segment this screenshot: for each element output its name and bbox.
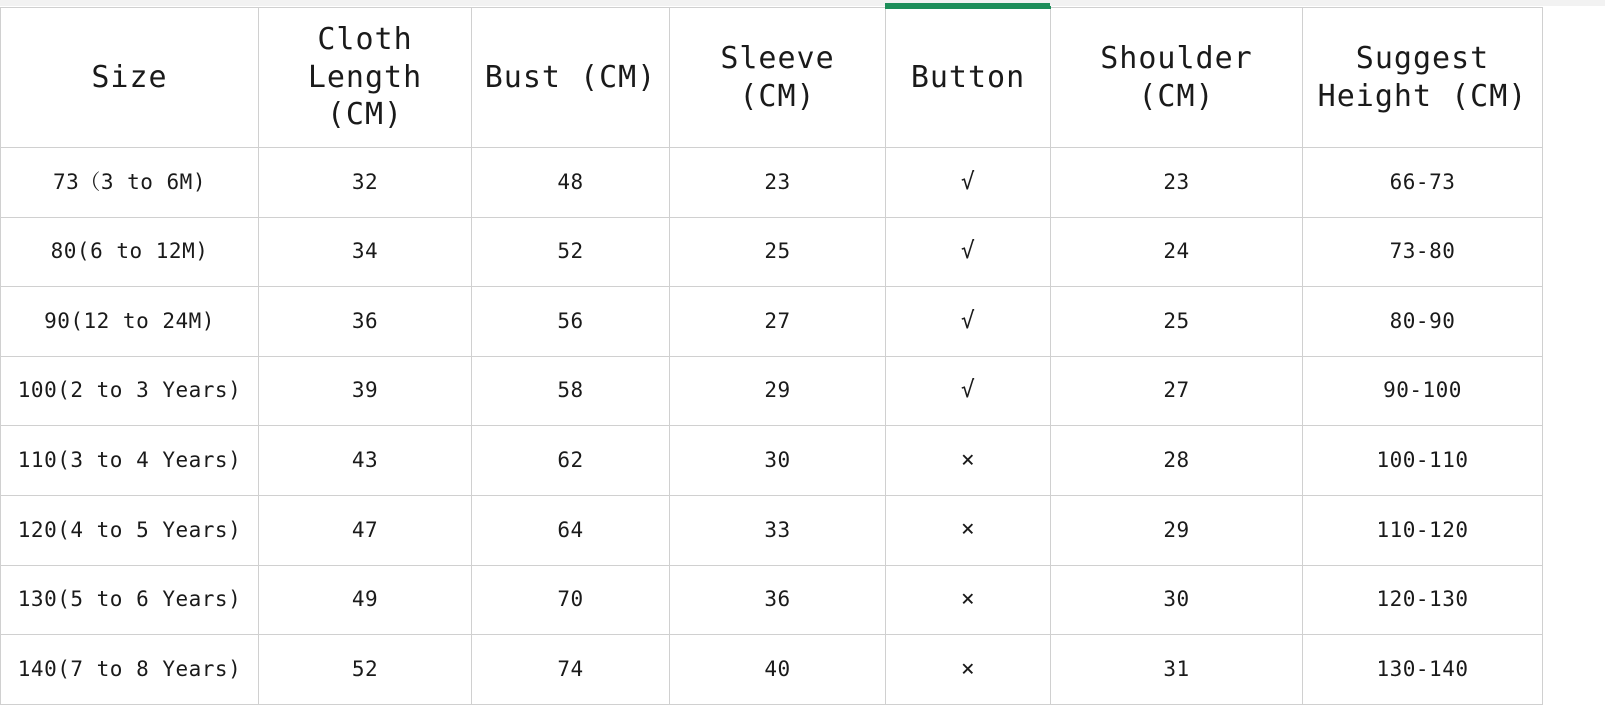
cell-cloth-length[interactable]: 34 xyxy=(259,217,472,287)
cell-size[interactable]: 80(6 to 12M) xyxy=(1,217,259,287)
cell-sleeve[interactable]: 25 xyxy=(670,217,886,287)
cell-button[interactable]: √ xyxy=(886,148,1051,218)
table-row xyxy=(1,635,1543,705)
cell-shoulder[interactable]: 31 xyxy=(1051,635,1303,705)
table-header-row xyxy=(1,8,1543,148)
cell-shoulder[interactable]: 28 xyxy=(1051,426,1303,496)
cell-shoulder[interactable]: 30 xyxy=(1051,565,1303,635)
size-chart-table xyxy=(0,6,1543,705)
cell-shoulder[interactable]: 29 xyxy=(1051,495,1303,565)
cell-size[interactable]: 100(2 to 3 Years) xyxy=(1,356,259,426)
table-row xyxy=(1,495,1543,565)
column-header-bust[interactable]: Bust (CM) xyxy=(472,8,670,148)
cell-sleeve[interactable]: 23 xyxy=(670,148,886,218)
cell-size[interactable]: 120(4 to 5 Years) xyxy=(1,495,259,565)
cell-sleeve[interactable]: 30 xyxy=(670,426,886,496)
cell-button[interactable]: × xyxy=(886,495,1051,565)
cell-suggest-height[interactable]: 73-80 xyxy=(1303,217,1543,287)
cell-suggest-height[interactable]: 66-73 xyxy=(1303,148,1543,218)
cell-cloth-length[interactable]: 49 xyxy=(259,565,472,635)
cell-size[interactable]: 73（3 to 6M) xyxy=(1,148,259,218)
cell-bust[interactable]: 48 xyxy=(472,148,670,218)
cell-bust[interactable]: 58 xyxy=(472,356,670,426)
cell-button[interactable]: × xyxy=(886,426,1051,496)
cell-size[interactable]: 90(12 to 24M) xyxy=(1,287,259,357)
table-row xyxy=(1,356,1543,426)
cell-bust[interactable]: 56 xyxy=(472,287,670,357)
cell-button[interactable]: √ xyxy=(886,217,1051,287)
cell-cloth-length[interactable]: 52 xyxy=(259,635,472,705)
column-header-shoulder[interactable]: Shoulder (CM) xyxy=(1051,8,1303,148)
cell-suggest-height[interactable]: 110-120 xyxy=(1303,495,1543,565)
column-header-size[interactable]: Size xyxy=(1,8,259,148)
cell-cloth-length[interactable]: 36 xyxy=(259,287,472,357)
cell-suggest-height[interactable]: 130-140 xyxy=(1303,635,1543,705)
cell-button[interactable]: √ xyxy=(886,356,1051,426)
cell-shoulder[interactable]: 25 xyxy=(1051,287,1303,357)
cell-sleeve[interactable]: 36 xyxy=(670,565,886,635)
cell-bust[interactable]: 70 xyxy=(472,565,670,635)
cell-shoulder[interactable]: 27 xyxy=(1051,356,1303,426)
cell-button[interactable]: × xyxy=(886,635,1051,705)
cell-size[interactable]: 130(5 to 6 Years) xyxy=(1,565,259,635)
cell-suggest-height[interactable]: 100-110 xyxy=(1303,426,1543,496)
cell-bust[interactable]: 64 xyxy=(472,495,670,565)
cell-button[interactable]: × xyxy=(886,565,1051,635)
table-row xyxy=(1,148,1543,218)
cell-sleeve[interactable]: 29 xyxy=(670,356,886,426)
cell-suggest-height[interactable]: 120-130 xyxy=(1303,565,1543,635)
cell-bust[interactable]: 52 xyxy=(472,217,670,287)
column-header-cloth-length[interactable]: Cloth Length (CM) xyxy=(259,8,472,148)
column-header-button[interactable]: Button xyxy=(886,8,1051,148)
cell-size[interactable]: 140(7 to 8 Years) xyxy=(1,635,259,705)
cell-sleeve[interactable]: 33 xyxy=(670,495,886,565)
cell-button[interactable]: √ xyxy=(886,287,1051,357)
cell-bust[interactable]: 74 xyxy=(472,635,670,705)
cell-cloth-length[interactable]: 43 xyxy=(259,426,472,496)
cell-bust[interactable]: 62 xyxy=(472,426,670,496)
table-row xyxy=(1,426,1543,496)
cell-cloth-length[interactable]: 47 xyxy=(259,495,472,565)
cell-shoulder[interactable]: 24 xyxy=(1051,217,1303,287)
table-row xyxy=(1,565,1543,635)
cell-shoulder[interactable]: 23 xyxy=(1051,148,1303,218)
column-header-sleeve[interactable]: Sleeve (CM) xyxy=(670,8,886,148)
table-row xyxy=(1,217,1543,287)
cell-cloth-length[interactable]: 39 xyxy=(259,356,472,426)
cell-cloth-length[interactable]: 32 xyxy=(259,148,472,218)
cell-suggest-height[interactable]: 80-90 xyxy=(1303,287,1543,357)
sheet-right-margin xyxy=(1542,6,1605,714)
cell-suggest-height[interactable]: 90-100 xyxy=(1303,356,1543,426)
cell-sleeve[interactable]: 27 xyxy=(670,287,886,357)
column-header-suggest-height[interactable]: Suggest Height (CM) xyxy=(1303,8,1543,148)
table-row xyxy=(1,287,1543,357)
cell-size[interactable]: 110(3 to 4 Years) xyxy=(1,426,259,496)
cell-sleeve[interactable]: 40 xyxy=(670,635,886,705)
